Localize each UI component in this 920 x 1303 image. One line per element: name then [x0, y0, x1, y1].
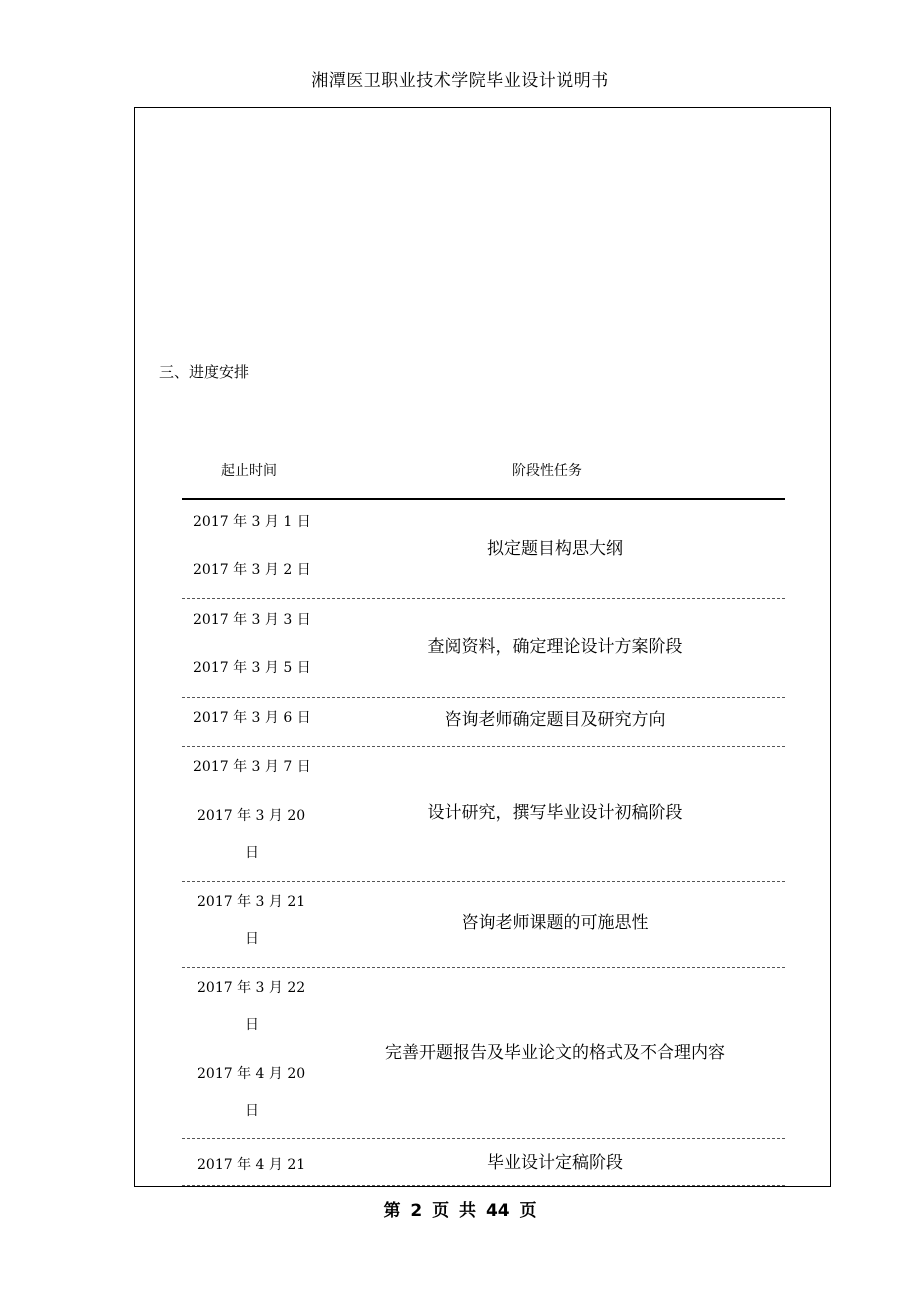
column-header-time: 起止时间 — [221, 463, 277, 479]
row-4-date-start: 2017 年 3 月 7 日 — [193, 759, 311, 775]
row-divider — [182, 697, 785, 698]
row-4-date-end: 2017 年 3 月 20 — [197, 808, 306, 824]
row-6-date-start-suffix: 日 — [245, 1017, 259, 1033]
row-2-date-start: 2017 年 3 月 3 日 — [193, 612, 311, 628]
section-title: 三、进度安排 — [159, 363, 250, 381]
row-divider — [182, 1138, 785, 1139]
row-6-date-end-suffix: 日 — [245, 1103, 259, 1119]
row-divider — [182, 1185, 785, 1186]
row-divider — [182, 967, 785, 968]
row-divider — [182, 598, 785, 599]
row-3-task: 咨询老师确定题目及研究方向 — [444, 710, 666, 730]
row-2-task: 查阅资料，确定理论设计方案阶段 — [427, 637, 683, 657]
page-header-title: 湘潭医卫职业技术学院毕业设计说明书 — [311, 71, 609, 91]
row-7-task: 毕业设计定稿阶段 — [487, 1153, 623, 1173]
row-divider — [182, 881, 785, 882]
row-4-task: 设计研究，撰写毕业设计初稿阶段 — [427, 803, 683, 823]
row-divider — [182, 746, 785, 747]
row-1-date-start: 2017 年 3 月 1 日 — [193, 514, 311, 530]
row-2-date-end: 2017 年 3 月 5 日 — [193, 660, 311, 676]
row-3-date: 2017 年 3 月 6 日 — [193, 710, 311, 726]
row-5-task: 咨询老师课题的可施思性 — [461, 913, 649, 933]
row-1-task: 拟定题目构思大纲 — [487, 539, 623, 559]
row-6-task: 完善开题报告及毕业论文的格式及不合理内容 — [385, 1043, 725, 1063]
row-1-date-end: 2017 年 3 月 2 日 — [193, 562, 311, 578]
page-footer-number: 第 2 页 共 44 页 — [383, 1201, 537, 1221]
row-6-date-end: 2017 年 4 月 20 — [197, 1066, 306, 1082]
row-5-date-suffix: 日 — [245, 931, 259, 947]
row-6-date-start: 2017 年 3 月 22 — [197, 980, 306, 996]
row-5-date: 2017 年 3 月 21 — [197, 894, 306, 910]
column-header-task: 阶段性任务 — [512, 463, 582, 479]
row-4-date-end-suffix: 日 — [245, 845, 259, 861]
header-rule — [182, 498, 785, 500]
row-7-date: 2017 年 4 月 21 — [197, 1157, 306, 1173]
content-frame — [134, 107, 831, 1187]
